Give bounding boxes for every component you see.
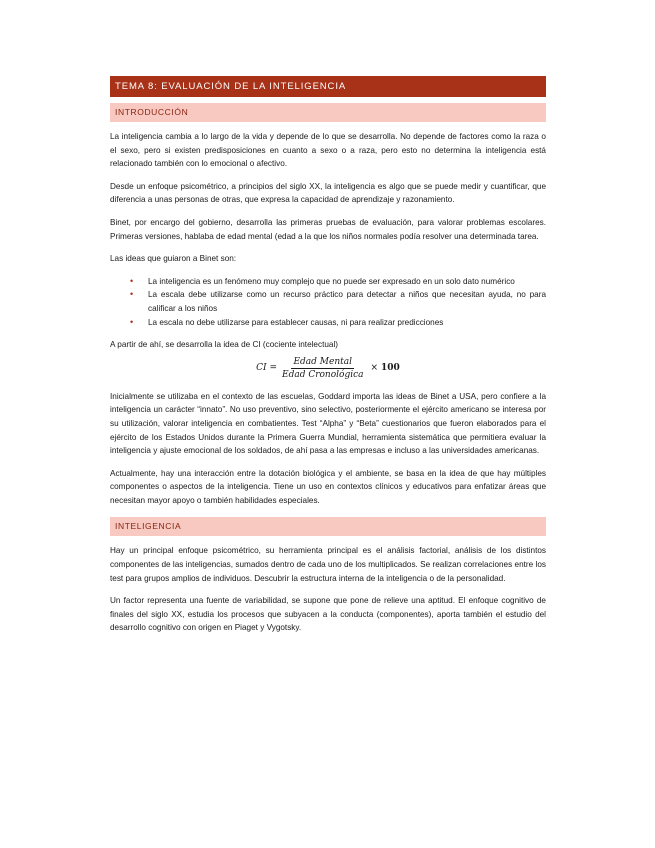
intro-paragraph-6: Inicialmente se utilizaba en el contexto de las escuelas, Goddard importa las ideas de Binet a USA, pero confiere a la inteligencia un carácter “innato”. No uso preventivo, sino selectivo, posteriormente el ejército americano se interesa por su utilización, valorar inteligencia en combatientes. Test “Alpha” y “Beta” cuestionarios que fueron elaborados para el ejército de los Estados Unidos durante la Primera Guerra Mundial, herramienta sistemática que permitiera evaluar la inteligencia y ajuste emocional de los soldados, de ahí pasa a las empresas e incluso a las universidades americanas.	[110, 391, 546, 456]
bullet-icon: •	[130, 316, 134, 327]
list-item-text: La escala debe utilizarse como un recurso práctico para detectar a niños que necesitan ayuda, no para calificar a los niños	[148, 290, 546, 313]
section-heading-introduccion: INTRODUCCIÓN	[110, 103, 546, 122]
list-item	[110, 316, 546, 330]
document-content	[110, 76, 546, 635]
formula-factor: 100	[381, 363, 400, 374]
intro-paragraph-5: A partir de ahí, se desarrolla la idea de CI (cociente intelectual)	[110, 340, 339, 350]
formula-times-sign: ×	[370, 363, 379, 374]
intro-paragraph-3: Binet, por encargo del gobierno, desarrolla las primeras pruebas de evaluación, para valorar problemas escolares. Primeras versiones, hablaba de edad mental (edad a la que los niños normales podía resolver una determinada tarea.	[110, 217, 546, 241]
list-item-text: La inteligencia es un fenómeno muy complejo que no puede ser expresado en un solo dato numérico	[148, 276, 515, 286]
formula-fraction	[280, 357, 365, 380]
intro-paragraph-2: Desde un enfoque psicométrico, a principios del siglo XX, la inteligencia es algo que se puede medir y cuantificar, que diferencia a unas personas de otras, que expresa la capacidad de aprendizaje y razonamiento.	[110, 181, 546, 205]
formula-numerator: Edad Mental	[293, 356, 352, 367]
formula-lhs: CI =	[256, 363, 277, 374]
section-heading-inteligencia: INTELIGENCIA	[110, 517, 546, 536]
list-item	[110, 275, 546, 289]
binet-ideas-list	[110, 275, 546, 329]
list-item-text: La escala no debe utilizarse para establecer causas, ni para realizar predicciones	[148, 317, 444, 327]
intro-paragraph-7: Actualmente, hay una interacción entre la dotación biológica y el ambiente, se basa en la idea de que hay múltiples componentes o aspectos de la inteligencia. Tiene un uso en contextos clínicos y educativos para enfatizar áreas que necesitan mayor apoyo o también habilidades especiales.	[110, 468, 546, 505]
bullet-icon: •	[130, 289, 134, 300]
list-item	[110, 288, 546, 315]
intel-paragraph-1: Hay un principal enfoque psicométrico, su herramienta principal es el análisis factorial, análisis de los distintos componentes de las inteligencias, sumados dentro de cada uno de los multiplicados. Se realizan correlaciones entre los test para grupos amplios de individuos. Descubrir la estructura interna de la inteligencia o de la personalidad.	[110, 546, 546, 583]
ci-formula	[110, 357, 546, 380]
intro-paragraph-1: La inteligencia cambia a lo largo de la vida y depende de lo que se desarrolla. No depende de factores como la raza o el sexo, pero si existen predisposiciones en cuanto a sexo o a raza, pero esto no determina la inteligencia está relacionado también con lo emocional o afectivo.	[110, 132, 546, 169]
chapter-title: TEMA 8: EVALUACIÓN DE LA INTELIGENCIA	[110, 76, 546, 97]
intro-paragraph-4: Las ideas que guiaron a Binet son:	[110, 254, 237, 264]
bullet-icon: •	[130, 275, 134, 286]
formula-denominator: Edad Cronológica	[282, 369, 364, 380]
intel-paragraph-2: Un factor representa una fuente de variabilidad, se supone que pone de relieve una aptitud. El enfoque cognitivo de finales del siglo XX, estudia los procesos que subyacen a la conducta (componentes), aporta también el estudio del desarrollo cognitivo con origen en Piaget y Vygotsky.	[110, 596, 546, 633]
